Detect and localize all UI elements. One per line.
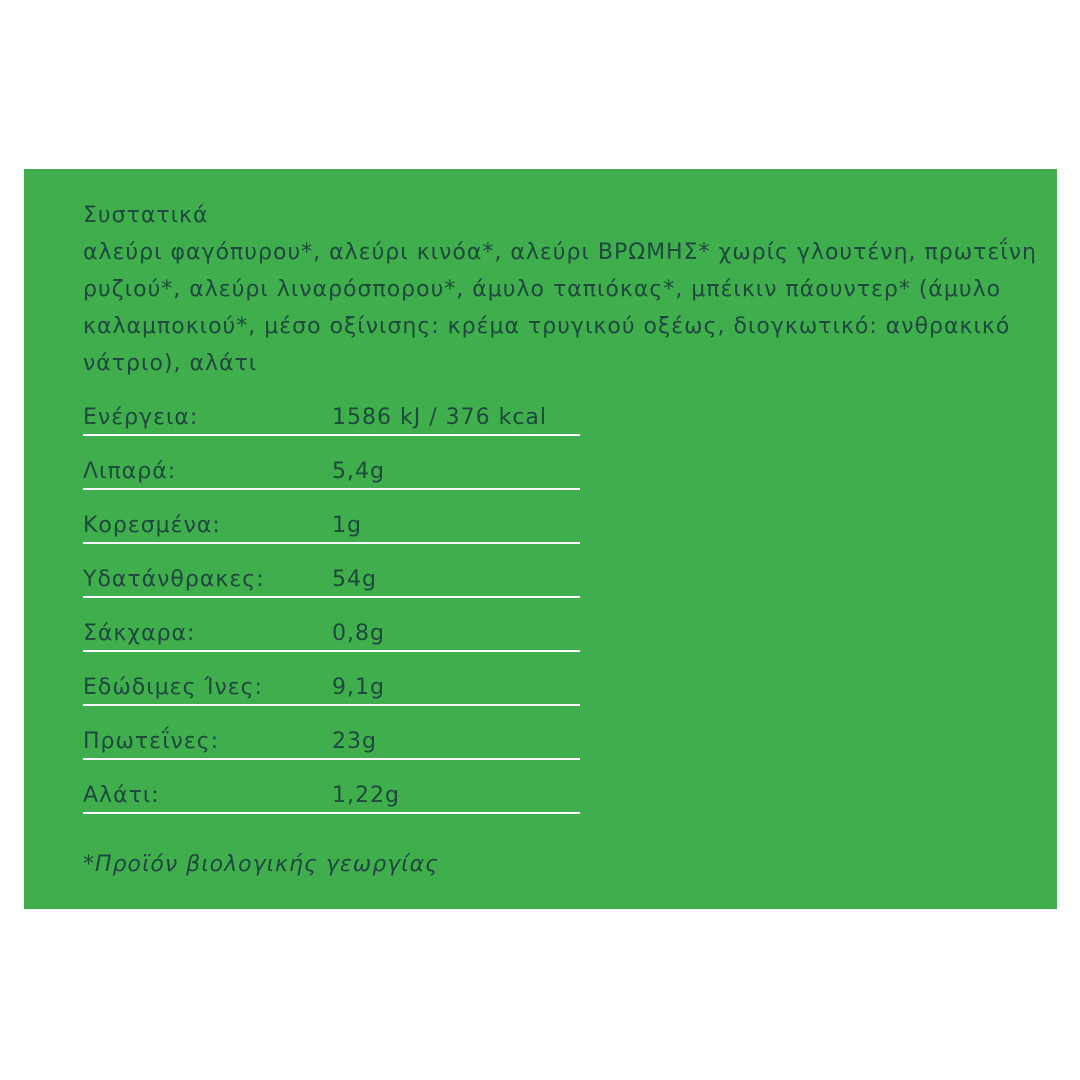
nutrition-value: 0,8g: [332, 621, 385, 646]
nutrition-row-carbohydrates: [83, 544, 580, 598]
nutrition-row-energy: [83, 392, 580, 436]
nutrition-label: Εδώδιμες Ίνες:: [83, 675, 263, 700]
nutrition-row-fiber: [83, 652, 580, 706]
product-info-panel: [24, 169, 1057, 909]
nutrition-label: Ενέργεια:: [83, 405, 199, 430]
nutrition-label: Σάκχαρα:: [83, 621, 196, 646]
nutrition-value: 23g: [332, 729, 377, 754]
nutrition-label: Λιπαρά:: [83, 459, 177, 484]
organic-footnote: *Προϊόν βιολογικής γεωργίας: [83, 852, 440, 877]
nutrition-label: Πρωτεΐνες:: [83, 729, 220, 754]
nutrition-value: 1,22g: [332, 783, 400, 808]
nutrition-row-salt: [83, 760, 580, 814]
nutrition-row-fat: [83, 436, 580, 490]
ingredients-text: αλεύρι φαγόπυρου*, αλεύρι κινόα*, αλεύρι ΒΡΩΜΗΣ* χωρίς γλουτένη, πρωτεΐνη ρυζιού*, αλεύρι λιναρόσπορου*, άμυλο ταπιόκας*, μπέικιν πάουντερ* (άμυλο καλαμποκιού*, μέσο οξίνισης: κρέμα τρυγικού οξέως, διογκωτικό: ανθρακικό νάτριο), αλάτι: [83, 240, 1037, 376]
nutrition-value: 9,1g: [332, 675, 385, 700]
nutrition-table: [83, 392, 580, 814]
nutrition-label: Αλάτι:: [83, 783, 160, 808]
nutrition-row-saturated: [83, 490, 580, 544]
nutrition-value: 1586 kJ / 376 kcal: [332, 405, 548, 430]
nutrition-label: Υδατάνθρακες:: [83, 567, 265, 592]
nutrition-row-sugars: [83, 598, 580, 652]
nutrition-label: Κορεσμένα:: [83, 513, 221, 538]
nutrition-value: 54g: [332, 567, 377, 592]
ingredients-title: Συστατικά: [83, 203, 209, 228]
nutrition-row-protein: [83, 706, 580, 760]
nutrition-value: 5,4g: [332, 459, 385, 484]
nutrition-value: 1g: [332, 513, 362, 538]
